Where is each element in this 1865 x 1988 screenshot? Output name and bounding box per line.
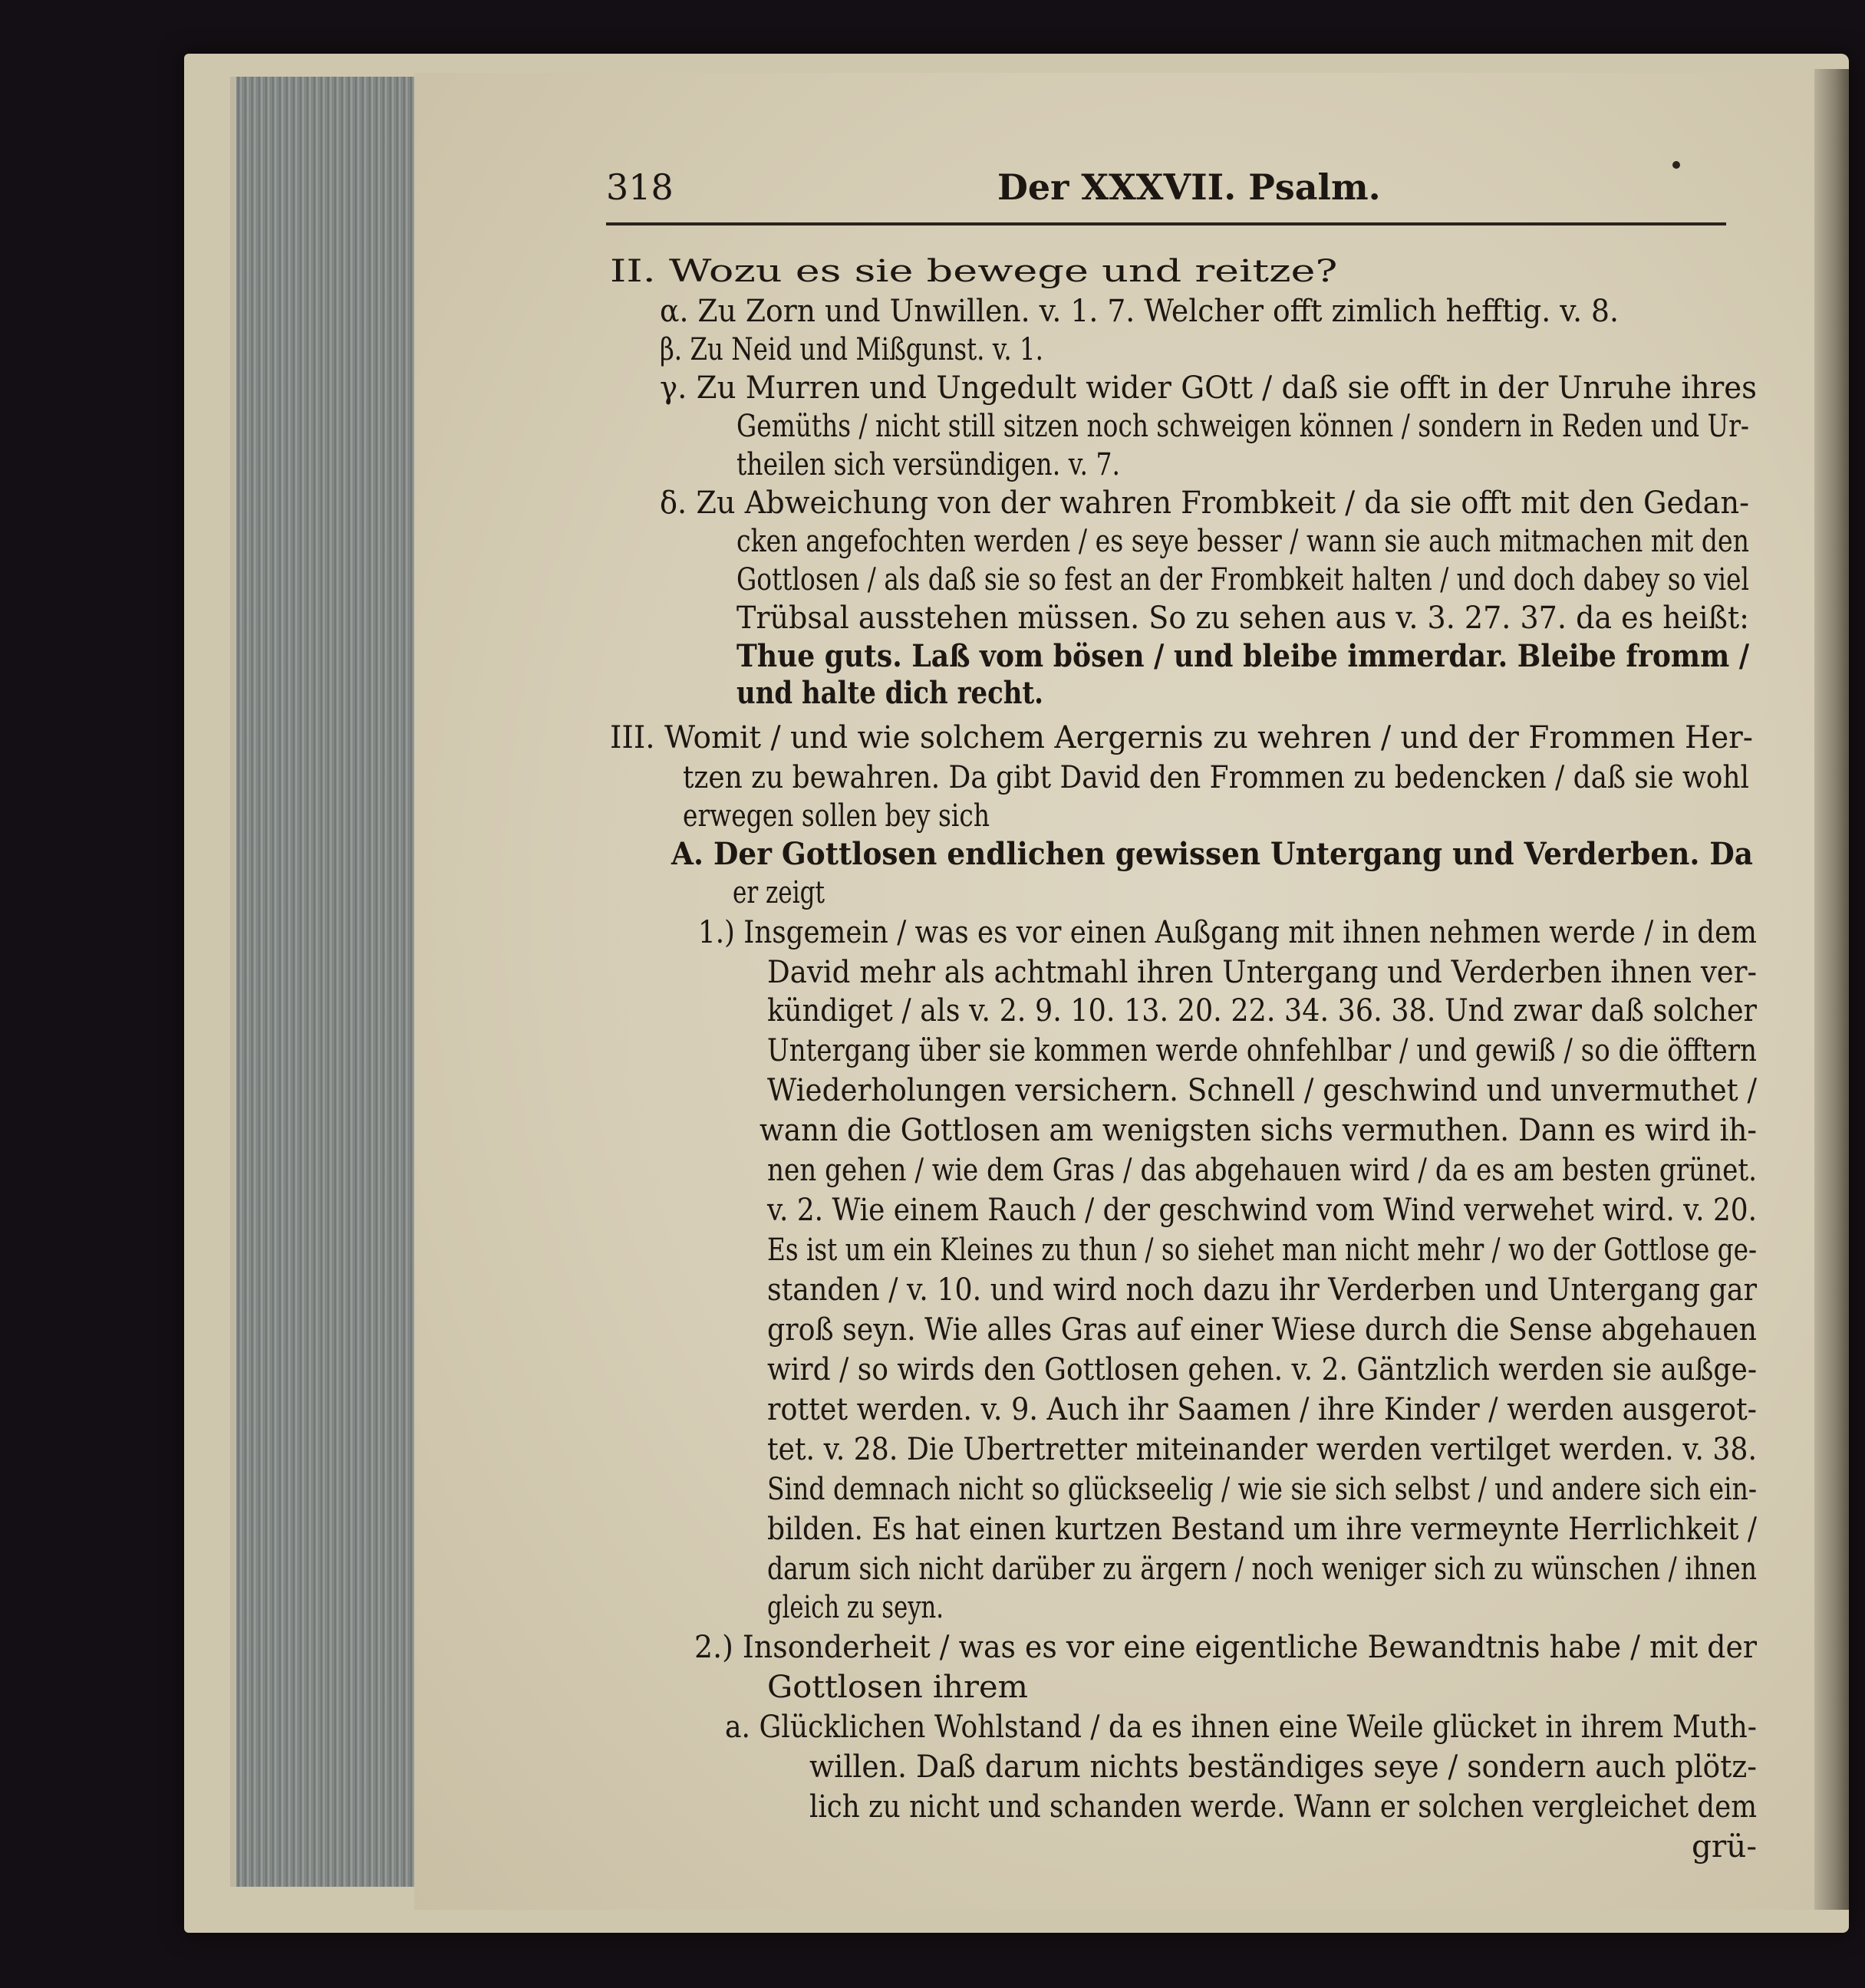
text-line: tet. v. 28. Die Ubertretter miteinander werden vertilget werden. v. 38.: [767, 1432, 1757, 1467]
page-gutter: [1814, 69, 1849, 1910]
text-line: standen / v. 10. und wird noch dazu ihr Verderben und Untergang gar: [767, 1272, 1757, 1308]
text-line: er zeigt: [733, 875, 825, 910]
text-line: bilden. Es hat einen kurtzen Bestand um ihre vermeynte Herrlichkeit /: [767, 1512, 1757, 1547]
text-line: Untergang über sie kommen werde ohnfehlbar / und gewiß / so die öfftern: [767, 1033, 1757, 1068]
text-line: kündiget / als v. 2. 9. 10. 13. 20. 22. 34. 36. 38. Und zwar daß solcher: [767, 993, 1757, 1029]
text-line: γ. Zu Murren und Ungedult wider GOtt / daß sie offt in der Unruhe ihres: [660, 370, 1757, 406]
text-line: cken angefochten werden / es seye besser / wann sie auch mitmachen mit den: [736, 524, 1749, 559]
text-line: willen. Daß darum nichts beständiges seye / sondern auch plötz-: [809, 1749, 1757, 1785]
page-title: Der XXXVII. Psalm.: [997, 166, 1381, 208]
text-line: nen gehen / wie dem Gras / das abgehauen wird / da es am besten grünet.: [767, 1153, 1757, 1188]
text-line: 2.) Insonderheit / was es vor eine eigentliche Bewandtnis habe / mit der: [694, 1630, 1757, 1665]
page-edges: [230, 77, 424, 1887]
text-line: Gemüths / nicht still sitzen noch schweigen können / sondern in Reden und Ur-: [736, 409, 1749, 444]
text-line: theilen sich versündigen. v. 7.: [736, 447, 1120, 482]
page-number: 318: [606, 166, 674, 208]
text-line: Wiederholungen versichern. Schnell / geschwind und unvermuthet /: [767, 1073, 1757, 1108]
text-line: II. Wozu es sie bewege und reitze?: [610, 254, 1338, 289]
header-rule: [606, 222, 1726, 225]
text-line: Sind demnach nicht so glückseelig / wie sie sich selbst / und andere sich ein-: [767, 1472, 1757, 1507]
text-line: Trübsal ausstehen müssen. So zu sehen aus v. 3. 27. 37. da es heißt:: [736, 601, 1749, 636]
text-line: erwegen sollen bey sich: [683, 798, 990, 834]
text-line: gleich zu seyn.: [767, 1590, 944, 1625]
text-line: α. Zu Zorn und Unwillen. v. 1. 7. Welcher offt zimlich hefftig. v. 8.: [660, 294, 1619, 329]
text-line: lich zu nicht und schanden werde. Wann er solchen vergleichet dem: [809, 1789, 1757, 1825]
text-line: tzen zu bewahren. Da gibt David den Frommen zu bedencken / daß sie wohl: [683, 760, 1749, 795]
text-line: Es ist um ein Kleines zu thun / so siehet man nicht mehr / wo der Gottlose ge-: [767, 1233, 1757, 1268]
text-line: a. Glücklichen Wohlstand / da es ihnen eine Weile glücket in ihrem Muth-: [725, 1710, 1757, 1745]
text-line: groß seyn. Wie alles Gras auf einer Wiese durch die Sense abgehauen: [767, 1312, 1757, 1348]
text-line: v. 2. Wie einem Rauch / der geschwind vom Wind verwehet wird. v. 20.: [767, 1193, 1757, 1228]
text-line: 1.) Insgemein / was es vor einen Außgang mit ihnen nehmen werde / in dem: [698, 915, 1757, 950]
text-line: wird / so wirds den Gottlosen gehen. v. 2. Gäntzlich werden sie außge-: [767, 1352, 1757, 1387]
text-line: Gottlosen ihrem: [767, 1670, 1028, 1705]
text-line: III. Womit / und wie solchem Aergernis zu wehren / und der Frommen Her-: [610, 720, 1753, 755]
text-line: grü-: [1692, 1829, 1757, 1865]
text-line: wann die Gottlosen am wenigsten sichs vermuthen. Dann es wird ih-: [760, 1113, 1757, 1148]
text-line: Thue guts. Laß vom bösen / und bleibe immerdar. Bleibe fromm /: [736, 638, 1749, 674]
text-line: Gottlosen / als daß sie so fest an der Frombkeit halten / und doch dabey so viel: [736, 562, 1749, 597]
text-line: darum sich nicht darüber zu ärgern / noch weniger sich zu wünschen / ihnen: [767, 1552, 1757, 1587]
text-line: β. Zu Neid und Mißgunst. v. 1.: [660, 332, 1043, 367]
text-line: rottet werden. v. 9. Auch ihr Saamen / ihre Kinder / werden ausgerot-: [767, 1392, 1757, 1427]
ink-spot: [1672, 161, 1680, 169]
text-line: A. Der Gottlosen endlichen gewissen Untergang und Verderben. Da: [671, 836, 1753, 872]
text-line: David mehr als achtmahl ihren Untergang und Verderben ihnen ver-: [767, 955, 1757, 990]
text-line: und halte dich recht.: [736, 675, 1043, 711]
text-line: δ. Zu Abweichung von der wahren Frombkeit / da sie offt mit den Gedan-: [660, 485, 1749, 521]
